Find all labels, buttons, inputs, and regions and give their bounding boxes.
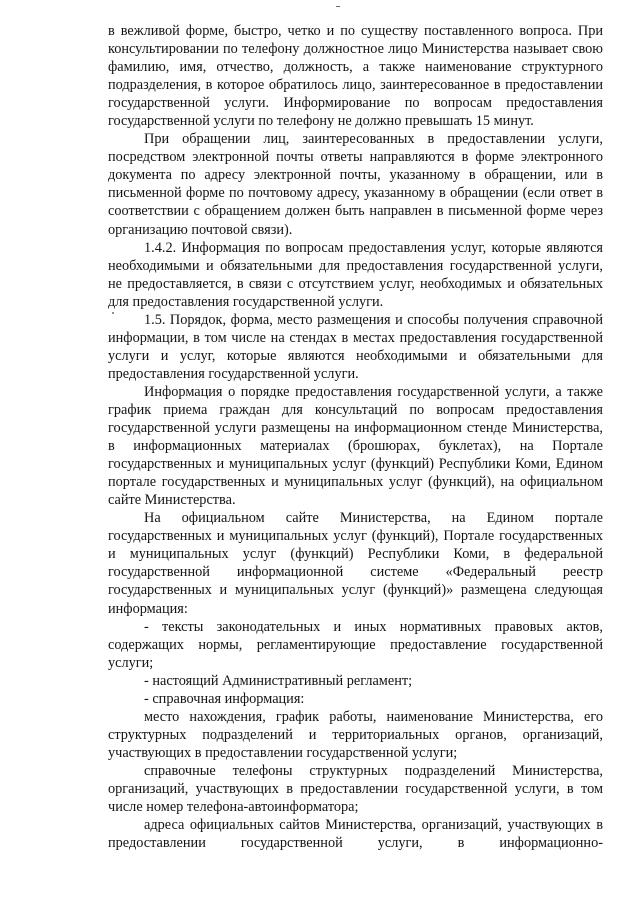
body-paragraph: 1.4.2. Информация по вопросам предоставления услуг, которые являются необходимыми и обязательными для предоставления государственной услуги, не предоставляется, в связи с отсутствием услуг, необходимых и обязательных для предоставления государственной услуги.: [108, 239, 603, 310]
body-paragraph: На официальном сайте Министерства, на Едином портале государственных и муниципальных услуг (функций), Портале государственных и муниципальных услуг (функций) Республики Коми, в федеральной государственной информационной системе «Федеральный реестр государственных и муниципальных услуг (функций)» размещена следующая информация:: [108, 510, 603, 617]
body-paragraph: 1.5. Порядок, форма, место размещения и способы получения справочной информации, в том числе на стендах в местах предоставления государственной услуги и услуг, которые являются необходимыми и обязательными для предоставления государственной услуги.: [108, 311, 603, 382]
body-paragraph: место нахождения, график работы, наименование Министерства, его структурных подразделений и территориальных органов, организаций, участвующих в предоставлении государственной услуги;: [108, 708, 603, 761]
body-paragraph: адреса официальных сайтов Министерства, организаций, участвующих в предоставлении государственной услуги, в информационно-: [108, 817, 603, 852]
body-paragraph: справочные телефоны структурных подразделений Министерства, организаций, участвующих в предоставлении государственной услуги, в том числе номер телефона-автоинформатора;: [108, 762, 603, 816]
document-body: [108, 22, 603, 852]
scan-speck: [336, 6, 340, 7]
body-paragraph: - настоящий Административный регламент;: [144, 672, 413, 689]
body-paragraph: При обращении лиц, заинтересованных в предоставлении услуги, посредством электронной почты ответы направляются в форме электронного документа по адресу электронной почты, указанному в обращении, или в письменной форме по почтовому адресу, указанному в обращении (если ответ в соответствии с обращением должен быть направлен в письменной форме через организацию почтовой связи).: [108, 131, 603, 238]
body-paragraph: в вежливой форме, быстро, четко и по существу поставленного вопроса. При консультировании по телефону должностное лицо Министерства называет свою фамилию, имя, отчество, должность, а также наименование структурного подразделения, в которое обратилось лицо, заинтересованное в предоставлении государственной услуги. Информирование по вопросам предоставления государственной услуги по телефону не должно превышать 15 минут.: [108, 23, 603, 130]
body-paragraph: - тексты законодательных и иных нормативных правовых актов, содержащих нормы, регламентирующие предоставление государственной услуги;: [108, 618, 603, 671]
body-paragraph: Информация о порядке предоставления государственной услуги, а также график приема граждан для консультаций по вопросам предоставления государственной услуги размещены на информационном стенде Министерства, в информационных материалах (брошюрах, буклетах), на Портале государственных и муниципальных услуг (функций) Республики Коми, Едином портале государственных и муниципальных услуг (функций), на официальном сайте Министерства.: [108, 383, 603, 509]
body-paragraph: - справочная информация:: [144, 690, 305, 707]
